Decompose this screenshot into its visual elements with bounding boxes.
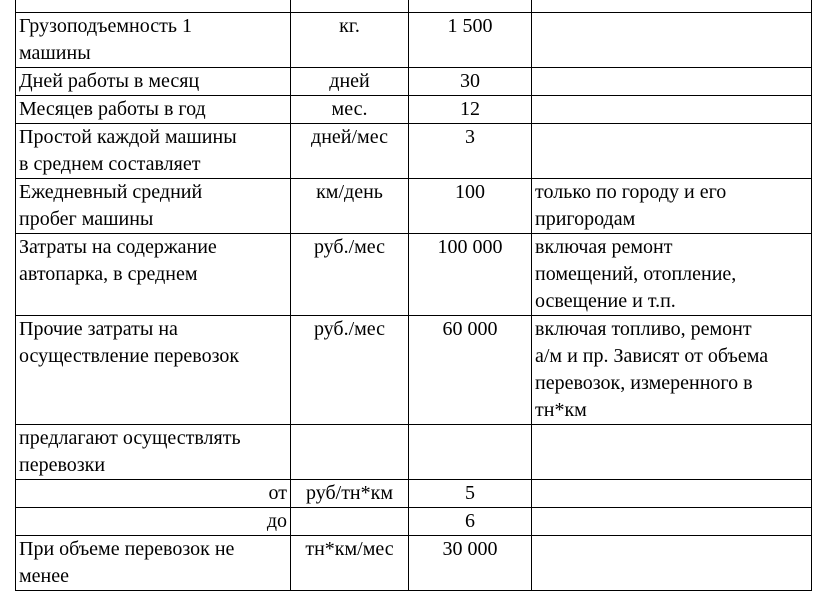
note-cell	[532, 508, 812, 536]
table-row	[16, 0, 812, 13]
table-row	[16, 124, 812, 179]
note-cell	[532, 124, 812, 179]
value-cell: 3	[409, 124, 532, 179]
param-cell: предлагают осуществлять перевозки	[16, 425, 291, 480]
note-cell	[532, 480, 812, 508]
value-cell: 100	[409, 179, 532, 234]
value-cell: 30 000	[409, 536, 532, 591]
note-cell	[532, 0, 812, 13]
value-cell: 5	[409, 480, 532, 508]
table-row	[16, 13, 812, 68]
param-cell: Простой каждой машины в среднем составляет	[16, 124, 291, 179]
unit-cell: тн*км/мес	[291, 536, 409, 591]
value-cell	[409, 0, 532, 13]
unit-cell	[291, 425, 409, 480]
unit-cell	[291, 508, 409, 536]
table-row	[16, 96, 812, 124]
param-cell	[16, 0, 291, 13]
param-cell: При объеме перевозок не менее	[16, 536, 291, 591]
unit-cell: руб/тн*км	[291, 480, 409, 508]
table-row	[16, 68, 812, 96]
unit-cell: руб./мес	[291, 234, 409, 316]
param-cell: Грузоподъемность 1 машины	[16, 13, 291, 68]
table-row	[16, 234, 812, 316]
table-row	[16, 316, 812, 425]
value-cell: 12	[409, 96, 532, 124]
note-cell	[532, 96, 812, 124]
note-cell	[532, 425, 812, 480]
table-row	[16, 536, 812, 591]
note-cell	[532, 68, 812, 96]
param-cell: Дней работы в месяц	[16, 68, 291, 96]
table-row	[16, 179, 812, 234]
value-cell	[409, 425, 532, 480]
value-cell: 100 000	[409, 234, 532, 316]
param-cell: Прочие затраты на осуществление перевозок	[16, 316, 291, 425]
param-cell: Ежедневный средний пробег машины	[16, 179, 291, 234]
param-cell: Месяцев работы в год	[16, 96, 291, 124]
unit-cell	[291, 0, 409, 13]
note-cell	[532, 536, 812, 591]
unit-cell: мес.	[291, 96, 409, 124]
note-cell: включая топливо, ремонт а/м и пр. Зависят от объема перевозок, измеренного в тн*км	[532, 316, 812, 425]
parameters-table	[15, 0, 812, 591]
value-cell: 30	[409, 68, 532, 96]
unit-cell: дней/мес	[291, 124, 409, 179]
unit-cell: дней	[291, 68, 409, 96]
unit-cell: руб./мес	[291, 316, 409, 425]
value-cell: 6	[409, 508, 532, 536]
table-row	[16, 480, 812, 508]
note-cell: только по городу и его пригородам	[532, 179, 812, 234]
value-cell: 1 500	[409, 13, 532, 68]
param-cell: до	[16, 508, 291, 536]
note-cell: включая ремонт помещений, отопление, освещение и т.п.	[532, 234, 812, 316]
value-cell: 60 000	[409, 316, 532, 425]
unit-cell: кг.	[291, 13, 409, 68]
param-cell: от	[16, 480, 291, 508]
param-cell: Затраты на содержание автопарка, в среднем	[16, 234, 291, 316]
table-row	[16, 508, 812, 536]
unit-cell: км/день	[291, 179, 409, 234]
table-row	[16, 425, 812, 480]
note-cell	[532, 13, 812, 68]
